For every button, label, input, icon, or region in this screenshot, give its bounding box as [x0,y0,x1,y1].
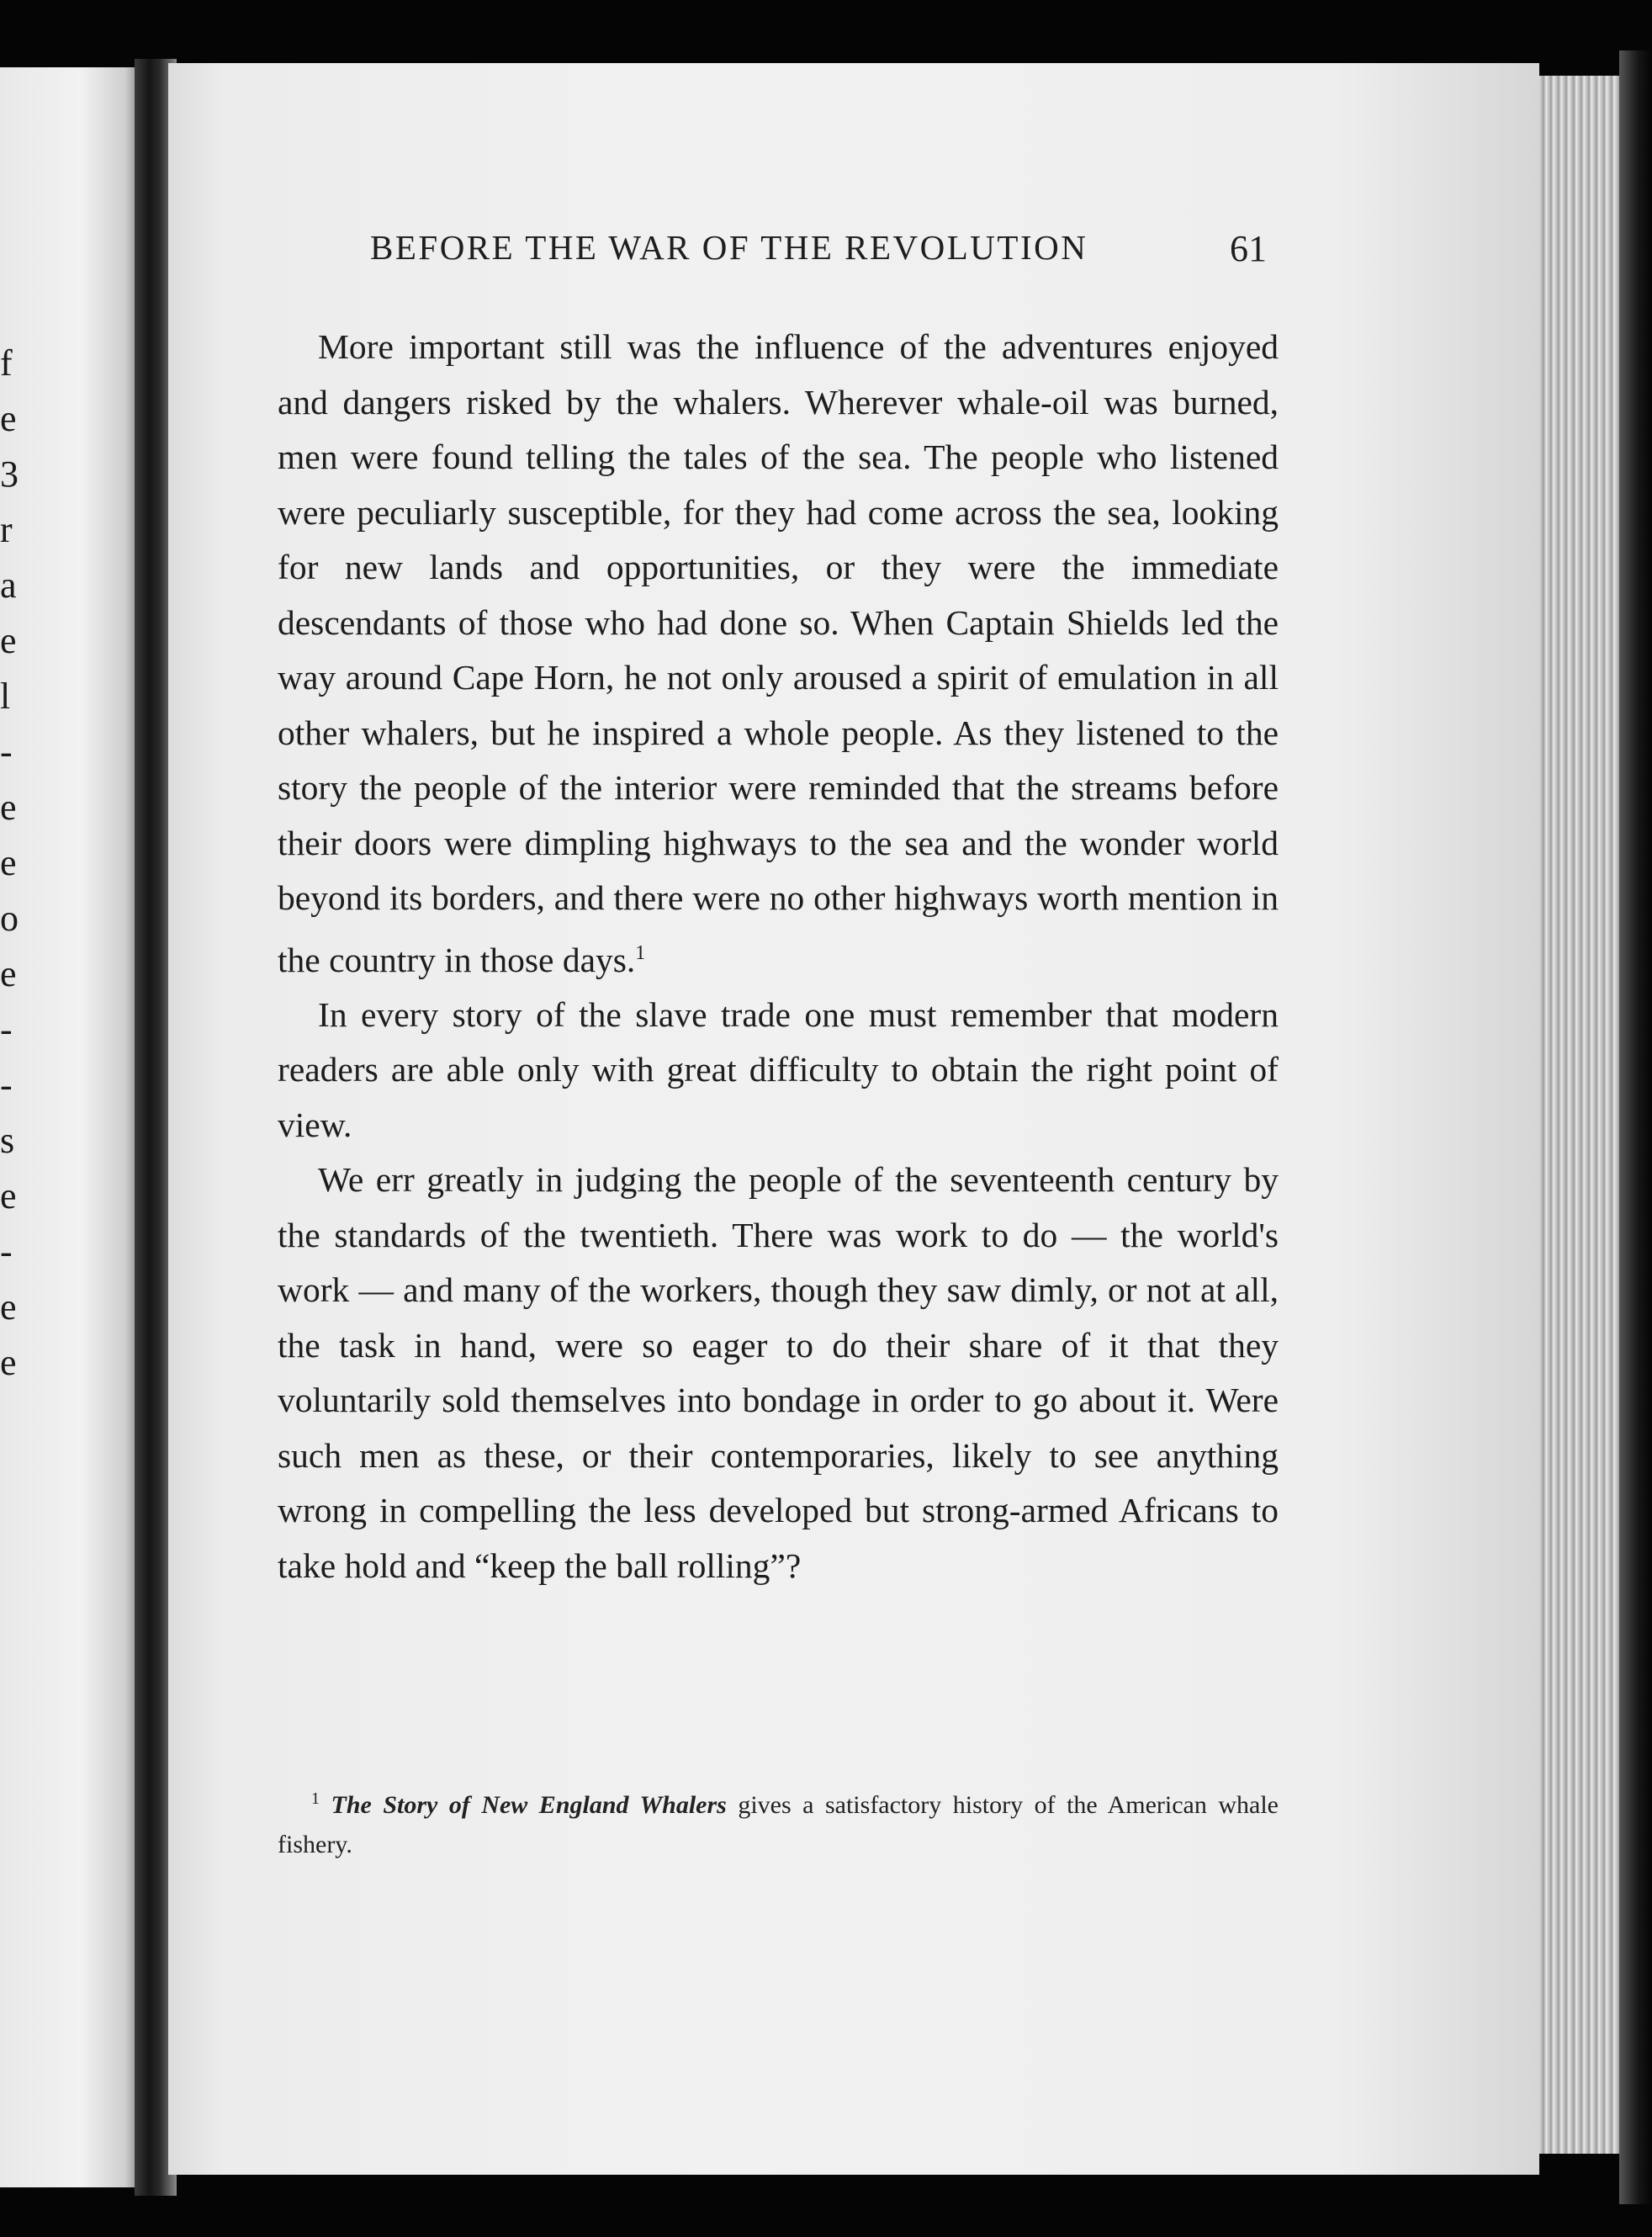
paragraph-3: We err greatly in judging the people of the seventeenth century by the standards of the twentieth. There was work to do — the world's work — and many of the workers, though they saw dimly, or not at all, the task in hand, were so eager to do their share of it that they voluntarily sold themselves into bondage in order to go about it. Were such men as these, or their contemporaries, likely to see anything wrong in compelling the less developed but strong-armed Africans to take hold and “keep the ball rolling”? [278,1160,1279,1585]
left-page-fragment: o [0,898,19,939]
left-page-fragment: e [0,953,17,994]
footnote-reference: 1 [635,941,646,964]
left-page-fragment: e [0,620,17,661]
footnote-mark: 1 [311,1789,320,1808]
running-head: BEFORE THE WAR OF THE REVOLUTION [370,228,1088,267]
left-page-fragment: - [0,1231,13,1272]
left-page-fragment: - [0,731,13,772]
left-page-fragment: - [0,1064,13,1105]
paragraph-1-text: More important still was the influence of the adventures enjoyed and dangers risked by the whalers. Wherever whale-oil was burned, men were found telling the tales of the sea. The people who listened were peculiarly susceptible, for they had come across the sea, looking for new lands and opportunities, or they were the immediate descendants of those who had done so. When Captain Shields led the way around Cape Horn, he not only aroused a spirit of emulation in all other whalers, but he inspired a whole people. As they listened to the story the people of the interior were reminded that the streams before their doors were dimpling highways to the sea and the wonder world beyond its borders, and there were no other highways worth mention in the country in those days. [278,327,1279,979]
left-page-fragment: - [0,1009,13,1050]
left-page-fragment: f [0,342,13,384]
footnote [278,1779,1279,1864]
left-page-fragment: e [0,1175,17,1217]
left-facing-page [0,67,147,2187]
left-page-fragment: r [0,509,13,550]
left-page-fragment: 3 [0,453,19,495]
left-page-fragment: s [0,1120,15,1161]
book-cover-edge [1619,50,1652,2204]
left-page-fragment: e [0,787,17,828]
body-text [278,320,1279,1593]
left-page-fragment: e [0,398,17,439]
left-page-fragment: l [0,676,11,717]
footnote-text: gives a satisfactory history of the American whale fishery. [278,1791,1279,1858]
left-page-fragment: e [0,842,17,883]
left-page-fragment: a [0,565,17,606]
page-edges [1539,76,1623,2154]
left-page-fragment: e [0,1286,17,1328]
page-number: 61 [1230,228,1267,269]
left-page-fragment: e [0,1342,17,1383]
paragraph-1 [278,320,1279,988]
paragraph-2: In every story of the slave trade one must remember that modern readers are able only with great difficulty to obtain the right point of view. [278,994,1279,1144]
footnote-book-title: The Story of New England Whalers [331,1791,727,1819]
